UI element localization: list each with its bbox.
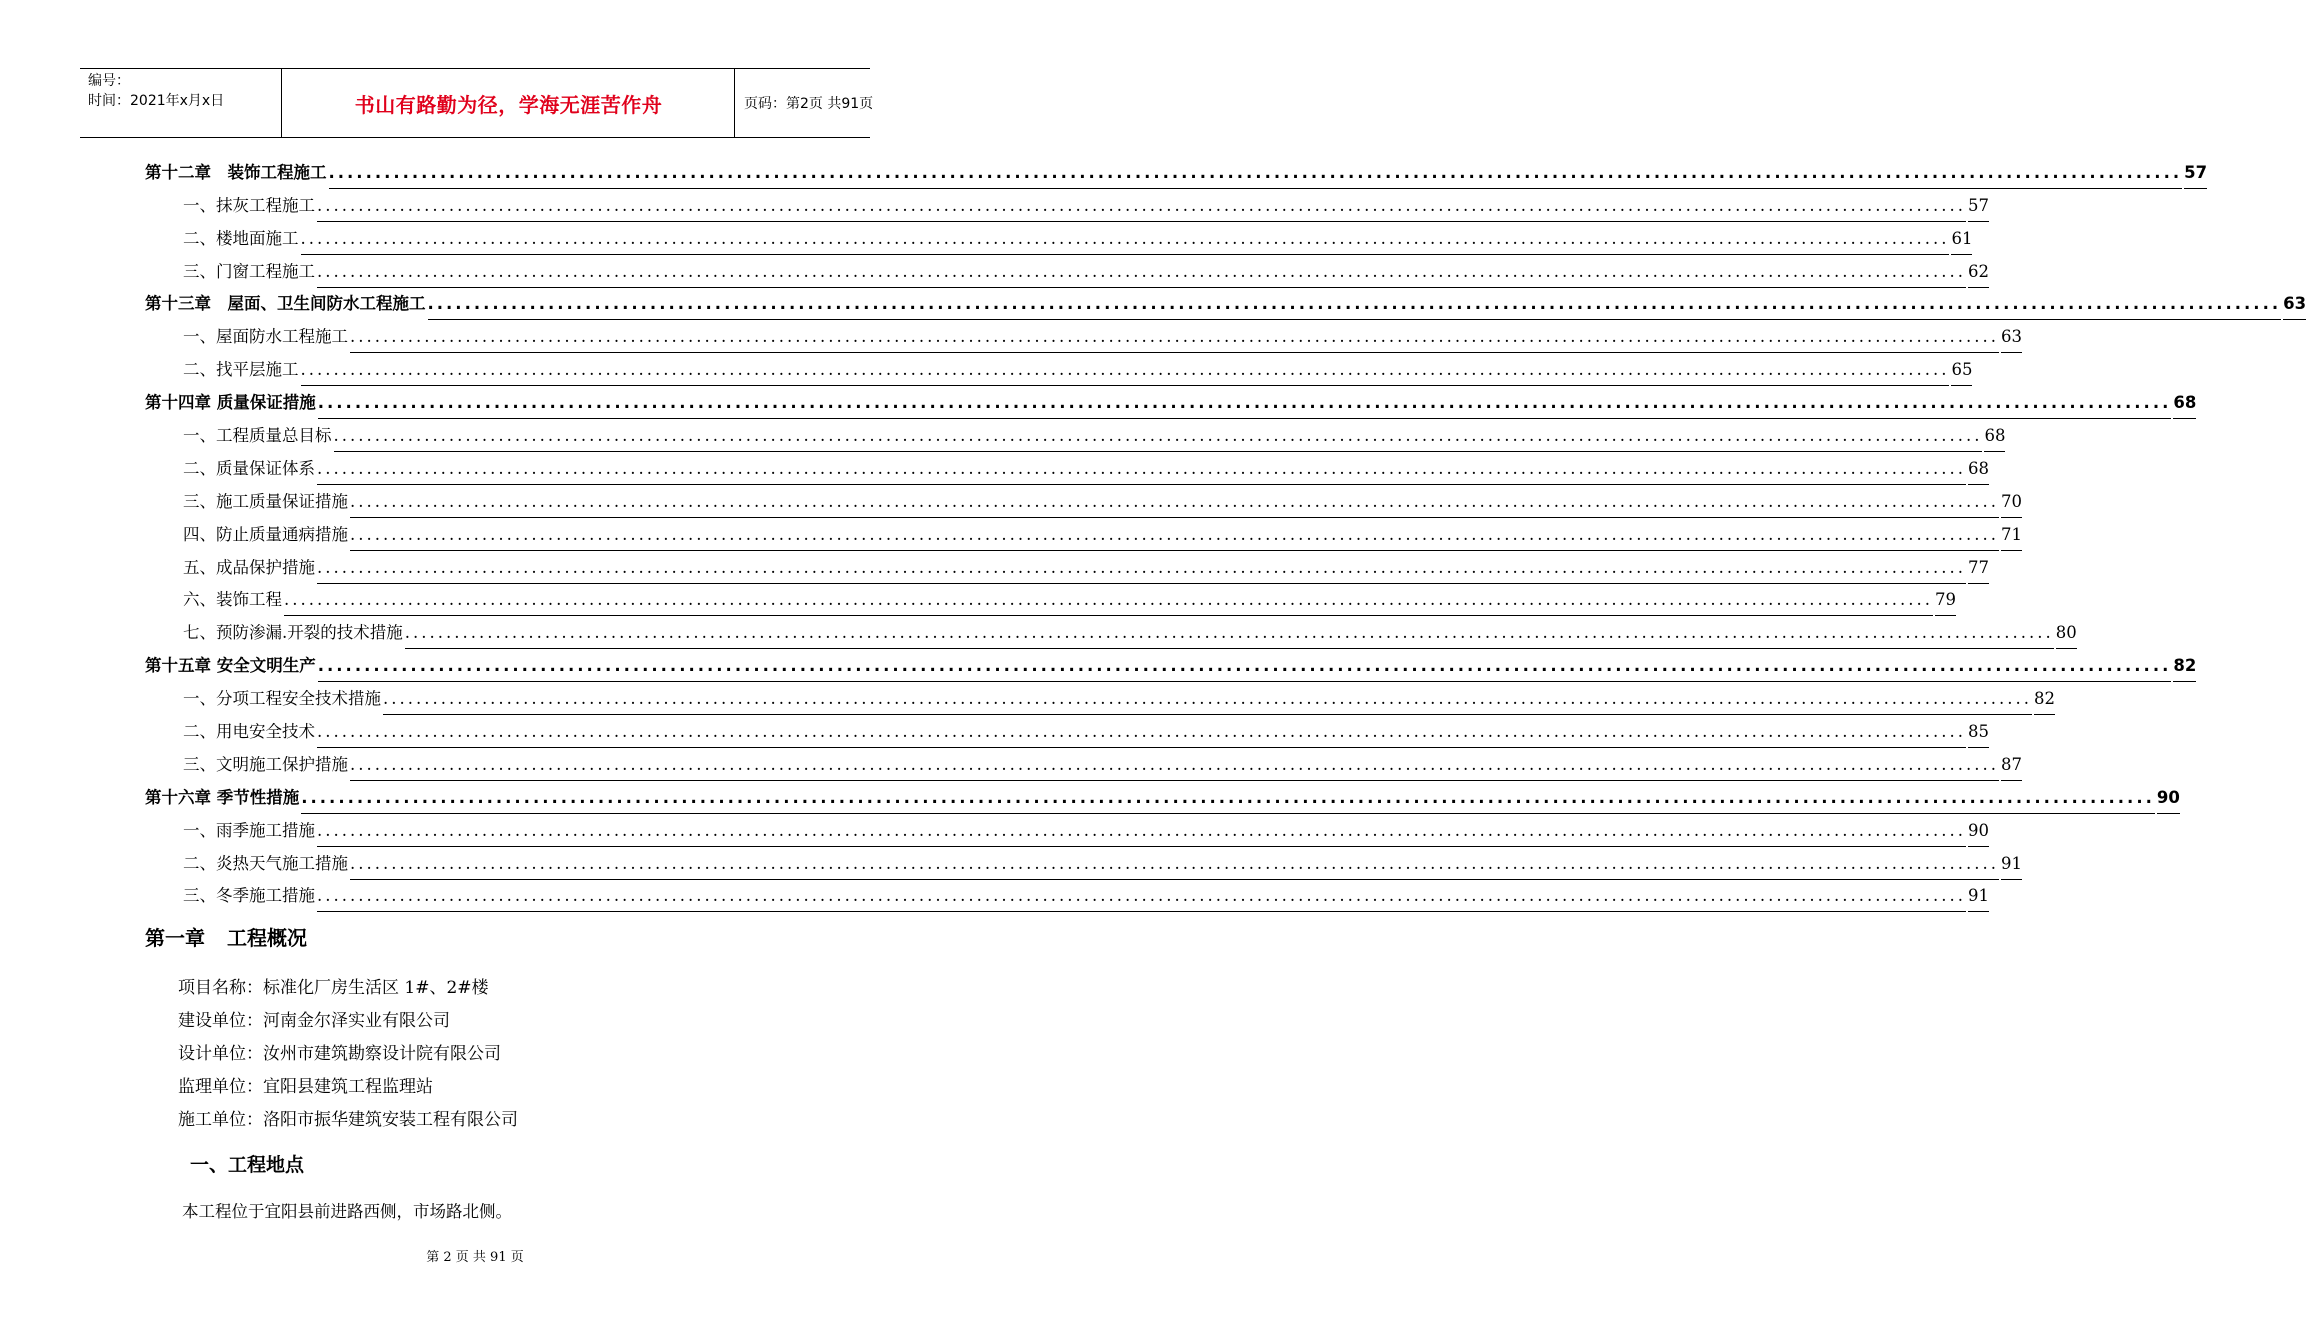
- toc-entry-title: 一、屋面防水工程施工: [183, 327, 348, 347]
- toc-entry-page: 90: [2157, 788, 2180, 814]
- toc-section-entry[interactable]: [145, 715, 1989, 748]
- toc-entry-title: 三、门窗工程施工: [183, 261, 315, 281]
- header-motto: 书山有路勤为径，学海无涯苦作舟: [283, 69, 735, 137]
- toc-chapter-entry[interactable]: [145, 649, 2197, 682]
- toc-entry-title: 二、质量保证体系: [183, 458, 315, 478]
- toc-section-entry[interactable]: [145, 353, 1973, 386]
- toc-section-entry[interactable]: [145, 452, 1989, 485]
- toc-leader-dots: ........................................................................................................................................................................................................: [317, 886, 1966, 912]
- number-label: 编号：: [88, 73, 130, 89]
- toc-section-entry[interactable]: [145, 419, 2006, 452]
- toc-leader-dots: ........................................................................................................................................................................................................: [301, 229, 1950, 255]
- toc-leader-dots: ........................................................................................................................................................................................................: [317, 196, 1966, 222]
- toc-entry-page: 90: [1968, 821, 1989, 847]
- project-info-line: 建设单位：河南金尔泽实业有限公司: [178, 1011, 450, 1031]
- toc-leader-dots: ........................................................................................................................................................................................................: [301, 788, 2155, 814]
- toc-chapter-entry[interactable]: [145, 781, 2180, 814]
- toc-leader-dots: ........................................................................................................................................................................................................: [428, 294, 2282, 320]
- toc-leader-dots: ........................................................................................................................................................................................................: [317, 262, 1966, 288]
- toc-entry-title: 三、施工质量保证措施: [183, 491, 348, 511]
- chapter-title: [145, 922, 307, 951]
- toc-entry-page: 57: [2184, 163, 2207, 189]
- project-info: [178, 972, 518, 1137]
- toc-leader-dots: ........................................................................................................................................................................................................: [405, 623, 2054, 649]
- toc-entry-title: 第十四章 质量保证措施: [145, 393, 316, 413]
- toc-section-entry[interactable]: [145, 616, 2077, 649]
- toc-entry-title: 一、工程质量总目标: [183, 426, 332, 446]
- chapter-name: 工程概况: [227, 926, 307, 950]
- toc-entry-title: 七、预防渗漏.开裂的技术措施: [183, 623, 403, 643]
- toc-entry-page: 63: [2001, 327, 2022, 353]
- time-label: 时间：2021年x月x日: [88, 93, 225, 109]
- toc-entry-title: 第十二章 装饰工程施工: [145, 162, 327, 182]
- toc-entry-title: 二、楼地面施工: [183, 228, 299, 248]
- toc-entry-title: 二、炎热天气施工措施: [183, 853, 348, 873]
- toc-entry-title: 四、防止质量通病措施: [183, 524, 348, 544]
- toc-entry-title: 一、雨季施工措施: [183, 820, 315, 840]
- toc-leader-dots: ........................................................................................................................................................................................................: [334, 426, 1983, 452]
- toc-entry-page: 61: [1951, 229, 1972, 255]
- toc-section-entry[interactable]: [145, 748, 2022, 781]
- toc-entry-title: 三、文明施工保护措施: [183, 754, 348, 774]
- toc-entry-title: 六、装饰工程: [183, 590, 282, 610]
- toc-section-entry[interactable]: [145, 880, 1989, 913]
- toc-section-entry[interactable]: [145, 255, 1989, 288]
- toc-chapter-entry[interactable]: [145, 386, 2197, 419]
- toc-leader-dots: ........................................................................................................................................................................................................: [317, 558, 1966, 584]
- toc-entry-page: 85: [1968, 722, 1989, 748]
- toc-entry-page: 91: [1968, 886, 1989, 912]
- toc-leader-dots: ........................................................................................................................................................................................................: [318, 656, 2172, 682]
- toc-entry-page: 82: [2173, 656, 2196, 682]
- toc-leader-dots: ........................................................................................................................................................................................................: [317, 821, 1966, 847]
- toc-leader-dots: ........................................................................................................................................................................................................: [317, 722, 1966, 748]
- toc-entry-title: 一、分项工程安全技术措施: [183, 689, 381, 709]
- toc-section-entry[interactable]: [145, 320, 2022, 353]
- toc-leader-dots: ........................................................................................................................................................................................................: [350, 492, 1999, 518]
- toc-entry-page: 82: [2034, 689, 2055, 715]
- toc-section-entry[interactable]: [145, 551, 1989, 584]
- toc-chapter-entry[interactable]: [145, 288, 2306, 321]
- table-of-contents: [145, 156, 2306, 912]
- toc-entry-page: 77: [1968, 558, 1989, 584]
- toc-section-entry[interactable]: [145, 814, 1989, 847]
- project-info-line: 施工单位：洛阳市振华建筑安装工程有限公司: [178, 1110, 518, 1130]
- toc-leader-dots: ........................................................................................................................................................................................................: [350, 854, 1999, 880]
- toc-entry-page: 70: [2001, 492, 2022, 518]
- toc-entry-page: 71: [2001, 525, 2022, 551]
- toc-entry-title: 一、抹灰工程施工: [183, 195, 315, 215]
- toc-entry-title: 第十六章 季节性措施: [145, 787, 300, 807]
- section-title: 一、工程地点: [190, 1154, 305, 1176]
- toc-entry-page: 87: [2001, 755, 2022, 781]
- toc-section-entry[interactable]: [145, 189, 1989, 222]
- toc-entry-page: 80: [2056, 623, 2077, 649]
- project-info-line: 设计单位：汝州市建筑勘察设计院有限公司: [178, 1044, 501, 1064]
- toc-leader-dots: ........................................................................................................................................................................................................: [301, 360, 1950, 386]
- toc-section-entry[interactable]: [145, 222, 1973, 255]
- toc-section-entry[interactable]: [145, 847, 2022, 880]
- toc-entry-title: 二、用电安全技术: [183, 722, 315, 742]
- page-footer: 第 2 页 共 91 页: [426, 1250, 524, 1265]
- toc-leader-dots: ........................................................................................................................................................................................................: [350, 755, 1999, 781]
- toc-chapter-entry[interactable]: [145, 156, 2208, 189]
- toc-section-entry[interactable]: [145, 682, 2055, 715]
- toc-entry-title: 五、成品保护措施: [183, 557, 315, 577]
- toc-leader-dots: ........................................................................................................................................................................................................: [350, 327, 1999, 353]
- toc-entry-title: 第十三章 屋面、卫生间防水工程施工: [145, 294, 426, 314]
- toc-leader-dots: ........................................................................................................................................................................................................: [383, 689, 2032, 715]
- chapter-number: 第一章: [145, 926, 205, 950]
- toc-entry-page: 79: [1935, 590, 1956, 616]
- toc-entry-page: 91: [2001, 854, 2022, 880]
- toc-entry-page: 57: [1968, 196, 1989, 222]
- toc-entry-page: 65: [1951, 360, 1972, 386]
- page-header: [80, 68, 874, 138]
- toc-entry-page: 62: [1968, 262, 1989, 288]
- toc-section-entry[interactable]: [145, 518, 2022, 551]
- toc-section-entry[interactable]: [145, 485, 2022, 518]
- toc-leader-dots: ........................................................................................................................................................................................................: [329, 163, 2183, 189]
- toc-entry-title: 第十五章 安全文明生产: [145, 656, 316, 676]
- toc-entry-title: 二、找平层施工: [183, 360, 299, 380]
- toc-leader-dots: ........................................................................................................................................................................................................: [318, 393, 2172, 419]
- toc-entry-page: 63: [2283, 294, 2306, 320]
- project-info-line: 监理单位：宜阳县建筑工程监理站: [178, 1077, 433, 1097]
- toc-leader-dots: ........................................................................................................................................................................................................: [284, 590, 1933, 616]
- toc-section-entry[interactable]: [145, 584, 1956, 617]
- header-meta: [80, 69, 282, 137]
- header-page-code: 页码：第2页 共91页: [744, 96, 874, 112]
- toc-entry-page: 68: [1968, 459, 1989, 485]
- toc-entry-title: 三、冬季施工措施: [183, 886, 315, 906]
- toc-entry-page: 68: [2173, 393, 2196, 419]
- section-paragraph: 本工程位于宜阳县前进路西侧，市场路北侧。: [182, 1202, 512, 1221]
- toc-entry-page: 68: [1984, 426, 2005, 452]
- toc-leader-dots: ........................................................................................................................................................................................................: [350, 525, 1999, 551]
- toc-leader-dots: ........................................................................................................................................................................................................: [317, 459, 1966, 485]
- project-info-line: 项目名称：标准化厂房生活区 1#、2#楼: [178, 978, 489, 998]
